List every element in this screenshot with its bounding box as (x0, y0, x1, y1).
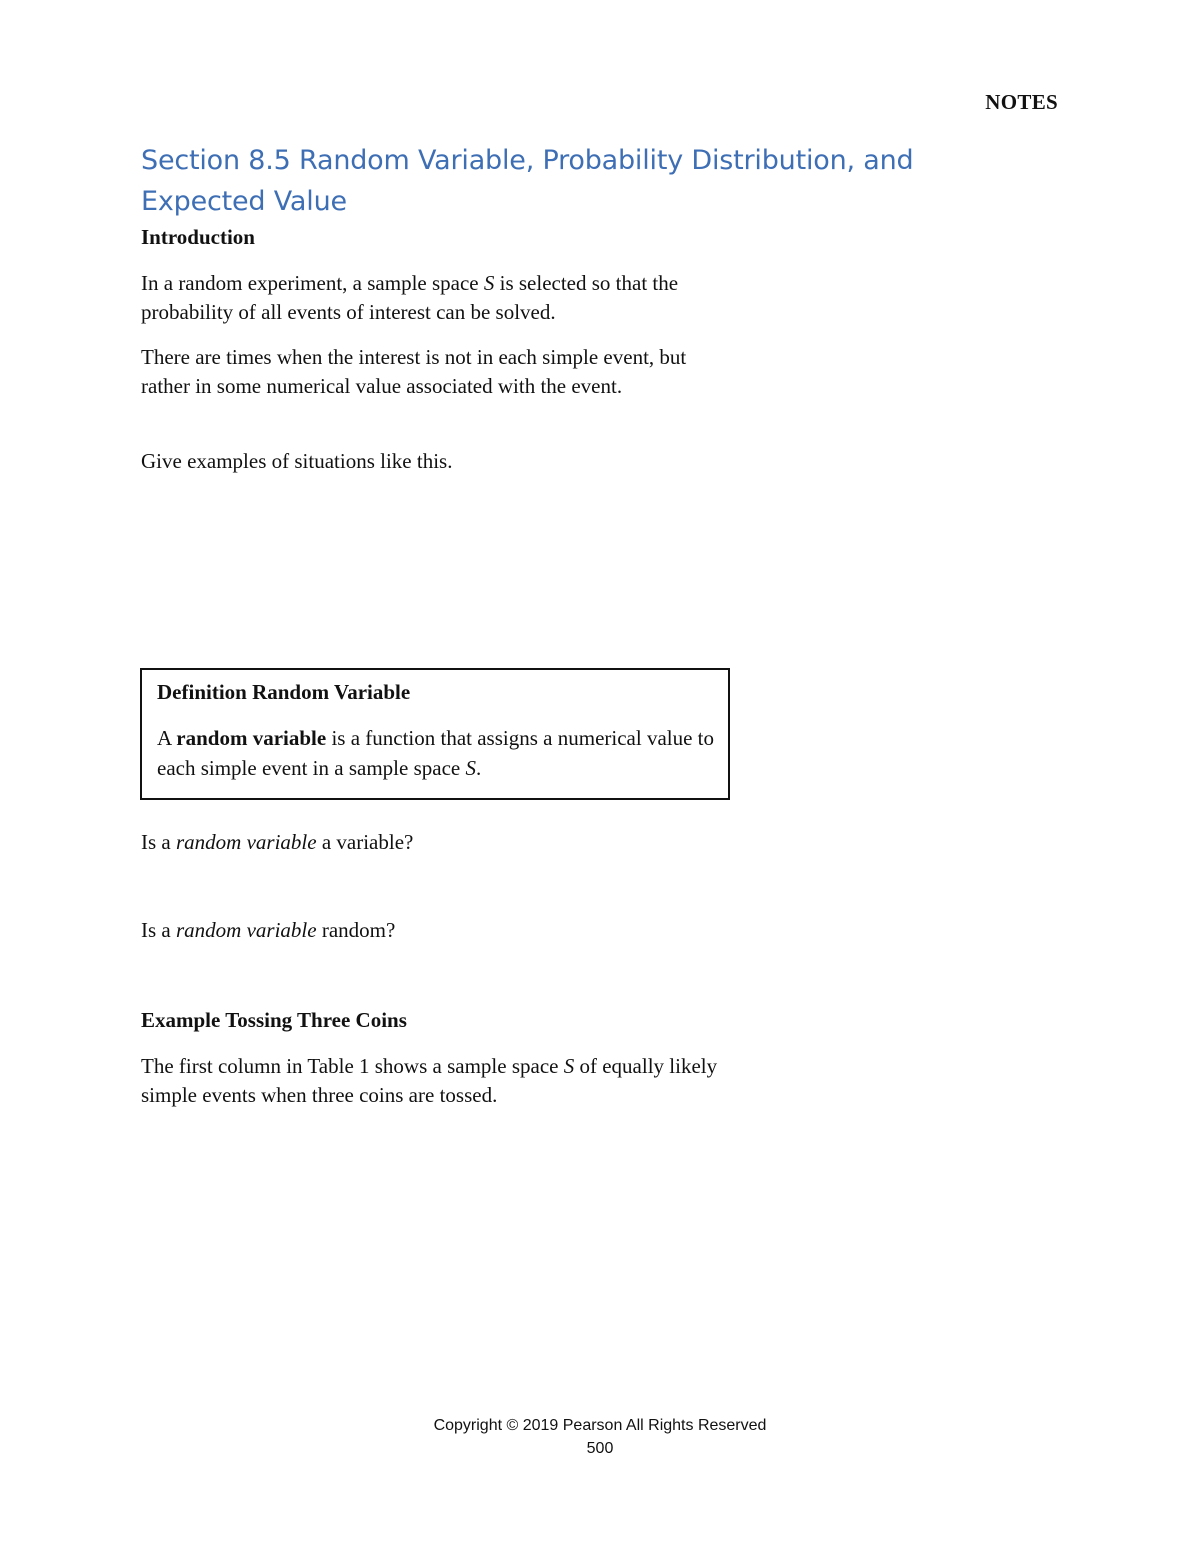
intro-paragraph-2: There are times when the interest is not in each simple event, but rather in some numerical value associated with the event. (141, 345, 687, 398)
definition-box (140, 668, 730, 800)
definition-body: A random variable is a function that assigns a numerical value to each simple event in a sample space S. (157, 726, 715, 780)
notes-label: NOTES (985, 90, 1058, 114)
sample-space-symbol: S (465, 756, 476, 780)
sample-space-symbol: S (483, 271, 495, 295)
intro-paragraph-3: Give examples of situations like this. (141, 449, 453, 473)
introduction-heading: Introduction (141, 225, 255, 249)
question-random: Is a random variable random? (141, 918, 396, 942)
copyright-notice: Copyright © 2019 Pearson All Rights Reserved (433, 1417, 767, 1434)
question-variable: Is a random variable a variable? (141, 830, 414, 854)
sample-space-symbol: S (563, 1054, 575, 1078)
page-number: 500 (586, 1440, 614, 1457)
intro-paragraph-1: In a random experiment, a sample space S is selected so that the probability of all events of interest can be solved. (141, 271, 679, 324)
definition-title: Definition Random Variable (157, 680, 411, 704)
definition-term: random variable (176, 726, 327, 750)
example-paragraph: The first column in Table 1 shows a sample space S of equally likely simple events when three coins are tossed. (141, 1054, 718, 1107)
section-title: Section 8.5 Random Variable, Probability Distribution, and Expected Value (141, 145, 914, 217)
example-heading: Example Tossing Three Coins (141, 1008, 407, 1032)
